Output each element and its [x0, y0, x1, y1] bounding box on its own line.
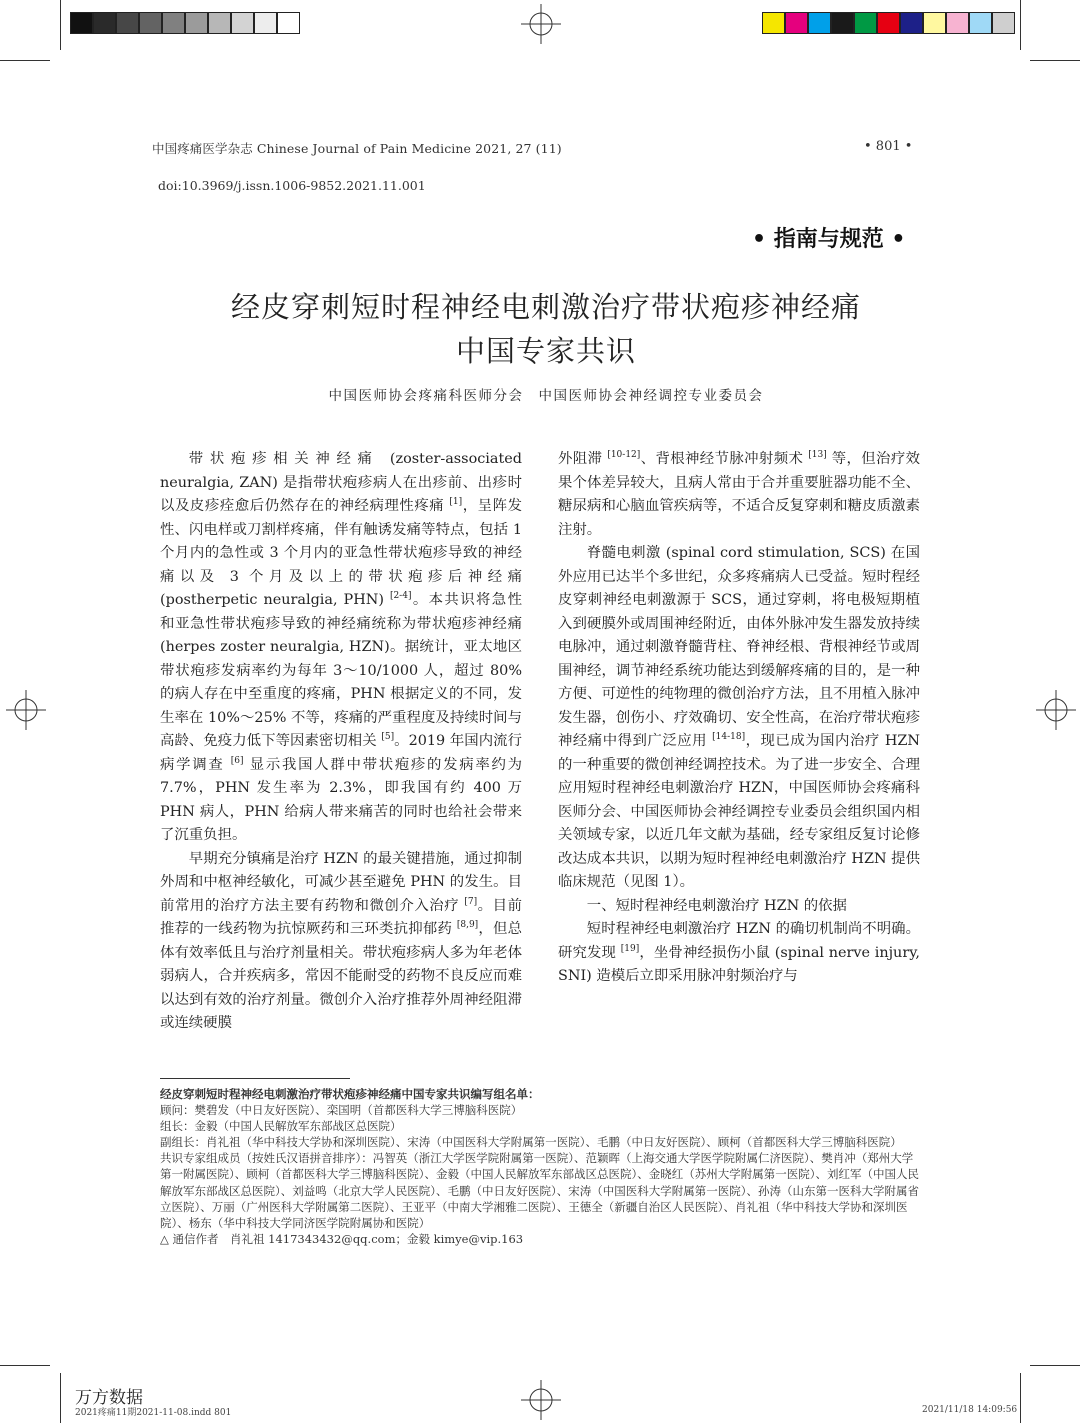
footnote: [160, 1086, 922, 1247]
footnote-heading: 经皮穿刺短时程神经电刺激治疗带状疱疹神经痛中国专家共识编写组名单：: [160, 1087, 540, 1101]
process-color-bar: [762, 12, 1015, 34]
text: 短时程神经电刺激治疗 HZN 的确切机制尚不明确。研究发现: [558, 921, 920, 961]
paragraph: [558, 918, 920, 989]
citation[interactable]: [14-18]: [712, 732, 746, 743]
citation[interactable]: [6]: [230, 755, 244, 766]
color-swatch: [254, 12, 277, 34]
gray-color-bar: [70, 12, 300, 34]
color-swatch: [93, 12, 116, 34]
paragraph: [160, 848, 522, 1036]
color-swatch: [70, 12, 93, 34]
text: 。2019 年国内流行病学调查: [160, 733, 523, 773]
footnote-contact: △ 通信作者 肖礼祖 1417343432@qq.com；金毅 kimye@vip.163: [160, 1231, 524, 1246]
color-swatch: [162, 12, 185, 34]
body-column-right: [558, 448, 920, 989]
color-swatch: [808, 12, 831, 34]
text: 显示我国人群中带状疱疹的发病率约为 7.7%，PHN 发生率为 2.3%，即我国有约 400 万 PHN 病人，PHN 给病人带来痛苦的同时也给社会带来了沉重负担。: [160, 756, 522, 843]
paragraph: [160, 448, 522, 848]
citation[interactable]: [13]: [808, 450, 827, 461]
registration-mark-right: [1036, 690, 1076, 730]
text: ，呈阵发性、闪电样或刀割样疼痛，伴有触诱发痛等特点，包括 1 个月内的急性或 3 个月内的亚急性带状疱疹导致的神经痛以及 3 个月及以上的带状疱疹后神经痛 (postherpetic neuralgia, PHN): [160, 498, 522, 608]
color-swatch: [139, 12, 162, 34]
color-swatch: [785, 12, 808, 34]
doi: doi:10.3969/j.issn.1006-9852.2021.11.001: [158, 178, 426, 193]
authors: 中国医师协会疼痛科医师分会 中国医师协会神经调控专业委员会: [328, 388, 764, 404]
registration-mark-bottom: [521, 1380, 561, 1420]
citation[interactable]: [7]: [464, 896, 478, 907]
crop-mark: [1030, 60, 1080, 61]
footnote-rule: [160, 1078, 350, 1079]
paragraph: [558, 448, 920, 542]
crop-mark: [60, 0, 61, 50]
crop-mark: [1030, 1365, 1080, 1366]
color-swatch: [762, 12, 785, 34]
color-swatch: [969, 12, 992, 34]
color-swatch: [923, 12, 946, 34]
color-swatch: [900, 12, 923, 34]
text: 带状疱疹相关神经痛 (zoster-associated neuralgia, ZAN) 是指带状疱疹病人在出疹前、出疹时以及皮疹痊愈后仍然存在的神经病理性疼痛: [160, 451, 522, 514]
color-swatch: [277, 12, 300, 34]
color-swatch: [946, 12, 969, 34]
wanfang-watermark: 万方数据: [75, 1388, 143, 1408]
color-swatch: [831, 12, 854, 34]
citation[interactable]: [19]: [620, 943, 640, 954]
color-swatch: [854, 12, 877, 34]
page-number: • 801 •: [864, 139, 913, 154]
running-head: 中国疼痛医学杂志 Chinese Journal of Pain Medicine 2021, 27 (11): [152, 141, 562, 156]
print-slug-date: 2021/11/18 14:09:56: [922, 1405, 1018, 1415]
print-slug-file: 2021疼痛11期2021-11-08.indd 801: [75, 1408, 232, 1418]
crop-mark: [0, 60, 50, 61]
citation[interactable]: [10-12]: [607, 450, 641, 461]
section-heading: 一、短时程神经电刺激治疗 HZN 的依据: [586, 897, 847, 914]
text: ，但总体有效率低且与治疗剂量相关。带状疱疹病人多为年老体弱病人，合并疾病多，常因不能耐受的药物不良反应而难以达到有效的治疗剂量。微创介入治疗推荐外周神经阻滞或连续硬膜: [160, 921, 522, 1031]
crop-mark: [0, 1365, 50, 1366]
footnote-leader: 组长：金毅（中国人民解放军东部战区总医院）: [160, 1119, 402, 1134]
color-swatch: [877, 12, 900, 34]
text: 脊髓电刺激 (spinal cord stimulation, SCS) 在国外应用已达半个多世纪，众多疼痛病人已受益。短时程经皮穿刺神经电刺激源于 SCS，通过穿刺，将电极短期植入到硬膜外或周围神经附近，由体外脉冲发生器发放持续电脉冲，通过刺激脊髓背柱、脊神经根、背根神经节或周围神经，调节神经系统功能达到缓解疼痛的目的，是一种方便、可逆性的纯物理的微创治疗方法，且不用植入脉冲发生器，创伤小、疗效确切、安全性高，在治疗带状疱疹神经痛中得到广泛应用: [558, 545, 920, 749]
crop-mark: [1020, 1373, 1021, 1423]
crop-mark: [1020, 0, 1021, 50]
footnote-members: 共识专家组成员（按姓氏汉语拼音排序）：冯智英（浙江大学医学院附属第一医院）、范颖晖（上海交通大学医学院附属仁济医院）、樊肖冲（郑州大学第一附属医院）、顾柯（首都医科大学三博脑科医院）、金毅（中国人民解放军东部战区总医院）、金晓红（苏州大学附属第一医院）、刘红军（中国人民解放军东部战区总医院）、刘益鸣（北京大学人民医院）、毛鹏（中日友好医院）、宋涛（中国医科大学附属第一医院）、孙涛（山东第一医科大学附属省立医院）、万丽（广州医科大学附属第二医院）、王亚平（中南大学湘雅二医院）、王德全（新疆自治区人民医院）、肖礼祖（华中科技大学协和深圳医院）、杨东（华中科技大学同济医学院附属协和医院）: [160, 1151, 919, 1230]
registration-mark-top: [521, 4, 561, 44]
color-swatch: [231, 12, 254, 34]
registration-mark-left: [6, 690, 46, 730]
text: 。本共识将急性和亚急性带状疱疹导致的神经痛统称为带状疱疹神经痛 (herpes zoster neuralgia, HZN)。据统计，亚太地区带状疱疹发病率约为每年 3～10/1000 人，超过 80% 的病人存在中至重度的疼痛，PHN 根据定义的不同，发生率在 10%～25% 不等，疼痛的严重程度及持续时间与高龄、免疫力低下等因素密切相关: [160, 592, 522, 749]
crop-mark: [60, 1373, 61, 1423]
footnote-deputy: 副组长：肖礼祖（华中科技大学协和深圳医院）、宋涛（中国医科大学附属第一医院）、毛鹏（中日友好医院）、顾柯（首都医科大学三博脑科医院）: [160, 1135, 902, 1150]
color-swatch: [116, 12, 139, 34]
paragraph: [558, 542, 920, 895]
text: 外阻滞: [558, 451, 608, 467]
article-title-line1: 经皮穿刺短时程神经电刺激治疗带状疱疹神经痛: [230, 290, 861, 324]
color-swatch: [185, 12, 208, 34]
text: 早期充分镇痛是治疗 HZN 的最关键措施，通过抑制外周和中枢神经敏化，可减少甚至避免 PHN 的发生。目前常用的治疗方法主要有药物和微创介入治疗: [160, 850, 522, 914]
footnote-advisors: 顾问：樊碧发（中日友好医院）、栾国明（首都医科大学三博脑科医院）: [160, 1103, 523, 1118]
text: 等，但治疗效果个体差异较大，且病人常由于合并重要脏器功能不全、糖尿病和心脑血管疾病等，不适合反复穿刺和糖皮质激素注射。: [558, 451, 921, 538]
body-column-left: [160, 448, 522, 1036]
text: ，坐骨神经损伤小鼠 (spinal nerve injury, SNI) 造模后立即采用脉冲射频治疗与: [558, 944, 920, 984]
column-label: • 指南与规范 •: [752, 227, 906, 252]
text: ，现已成为国内治疗 HZN 的一种重要的微创神经调控技术。为了进一步安全、合理应用短时程神经电刺激治疗 HZN，中国医师协会疼痛科医师分会、中国医师协会神经调控专业委员会组织国内相关领域专家，以近几年文献为基础，经专家组反复讨论修改达成本共识，以期为短时程神经电刺激治疗 HZN 提供临床规范（见图 1）。: [558, 733, 920, 890]
citation[interactable]: [8,9]: [456, 920, 479, 931]
color-swatch: [208, 12, 231, 34]
text: 。目前推荐的一线药物为抗惊厥药和三环类抗抑郁药: [160, 897, 522, 937]
citation[interactable]: [1]: [449, 497, 463, 508]
citation[interactable]: [2-4]: [389, 591, 412, 602]
text: 、背根神经节脉冲射频术: [640, 451, 809, 467]
article-title-line2: 中国专家共识: [455, 334, 636, 368]
color-swatch: [992, 12, 1015, 34]
citation[interactable]: [5]: [381, 732, 395, 743]
